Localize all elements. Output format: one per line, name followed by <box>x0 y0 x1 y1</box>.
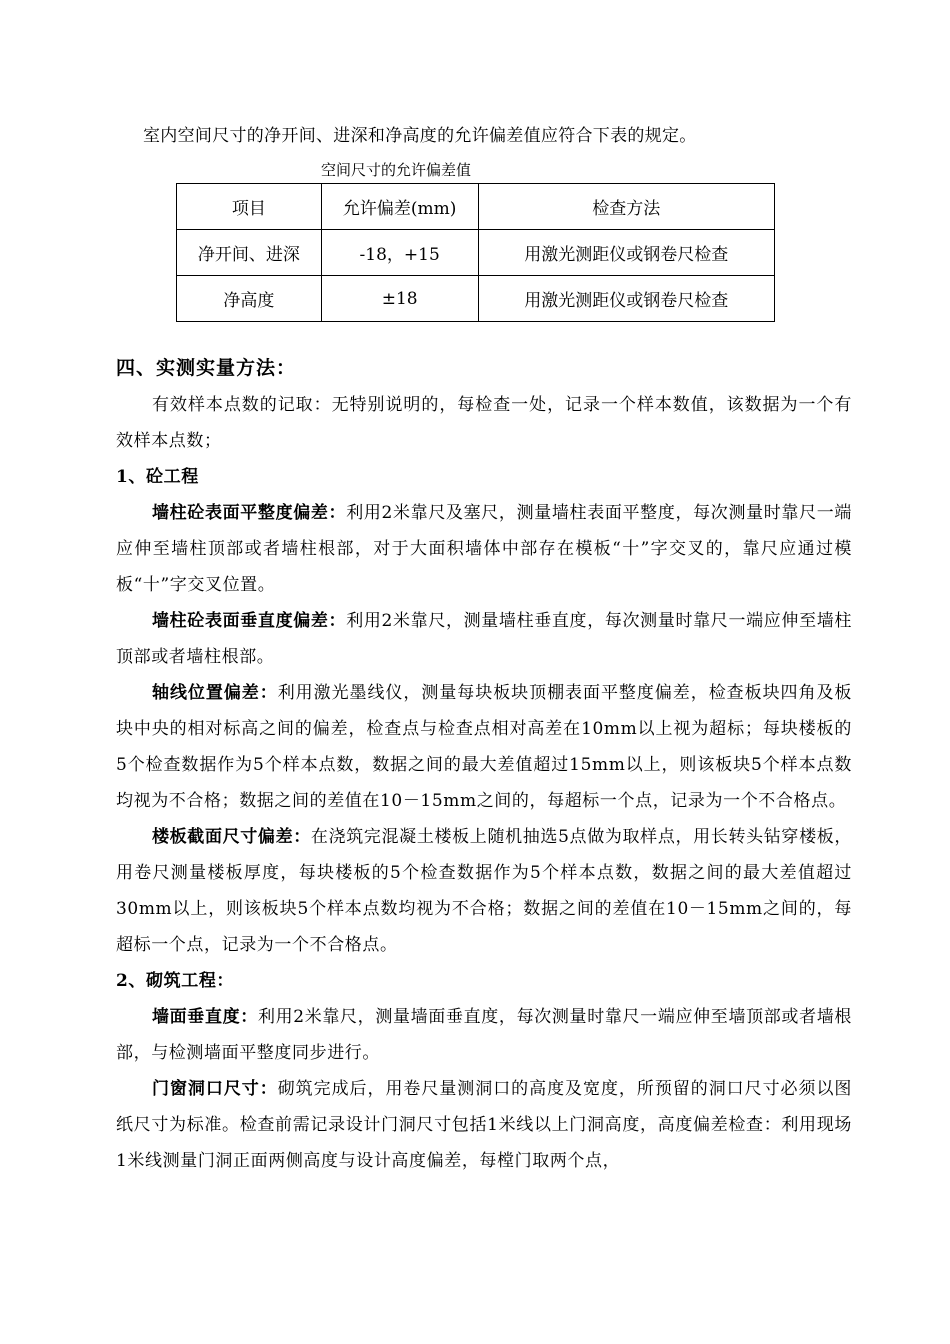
table-cell: 用激光测距仪或钢卷尺检查 <box>478 230 774 276</box>
tolerance-table <box>176 183 775 322</box>
item-lead: 墙面垂直度： <box>152 1007 258 1027</box>
intro-paragraph: 室内空间尺寸的净开间、进深和净高度的允许偏差值应符合下表的规定。 <box>143 126 697 146</box>
item-paragraph <box>116 495 852 603</box>
table-cell: -18，+15 <box>321 230 478 276</box>
table-header-cell: 检查方法 <box>478 184 774 230</box>
item-text: 利用2米靠尺及塞尺，测量墙柱表面平整度，每次测量时靠尺一端应伸至墙柱顶部或者墙柱根部，对于大面积墙体中部存在模板“十”字交叉的，靠尺应通过模板“十”字交叉位置。 <box>116 503 852 595</box>
item-lead: 楼板截面尺寸偏差： <box>152 827 311 847</box>
table-row <box>177 276 775 322</box>
table-cell: 净开间、进深 <box>177 230 322 276</box>
item-paragraph <box>116 675 852 819</box>
item-paragraph <box>116 819 852 963</box>
table-row <box>177 230 775 276</box>
item-paragraph <box>116 1071 852 1179</box>
item-lead: 墙柱砼表面平整度偏差： <box>152 503 347 523</box>
table-cell: ±18 <box>321 276 478 322</box>
item-text: 利用2米靠尺，测量墙柱垂直度，每次测量时靠尺一端应伸至墙柱顶部或者墙柱根部。 <box>116 611 852 667</box>
sample-count-paragraph: 有效样本点数的记取：无特别说明的，每检查一处，记录一个样本数值，该数据为一个有效样本点数； <box>116 395 852 451</box>
table-header-cell: 允许偏差(mm) <box>321 184 478 230</box>
item-paragraph <box>116 603 852 675</box>
item-text: 在浇筑完混凝土楼板上随机抽选5点做为取样点，用长转头钻穿楼板，用卷尺测量楼板厚度，每块楼板的5个检查数据作为5个样本点数，数据之间的最大差值超过30mm以上，则该板块5个样本点数均视为不合格；数据之间的差值在10－15mm之间的，每超标一个点，记录为一个不合格点。 <box>116 827 852 955</box>
section-heading: 四、实测实量方法： <box>116 357 297 379</box>
table-caption: 空间尺寸的允许偏差值 <box>321 161 472 179</box>
subsection-heading-concrete: 1、砼工程 <box>116 467 199 487</box>
section-body <box>116 387 852 1179</box>
item-text: 利用2米靠尺，测量墙面垂直度，每次测量时靠尺一端应伸至墙顶部或者墙根部，与检测墙面平整度同步进行。 <box>116 1007 852 1063</box>
item-lead: 墙柱砼表面垂直度偏差： <box>152 611 347 631</box>
item-lead: 门窗洞口尺寸： <box>152 1079 278 1099</box>
table-cell: 净高度 <box>177 276 322 322</box>
item-lead: 轴线位置偏差： <box>152 683 278 703</box>
item-text: 利用激光墨线仪，测量每块板块顶棚表面平整度偏差，检查板块四角及板块中央的相对标高之间的偏差，检查点与检查点相对高差在10mm以上视为超标；每块楼板的5个检查数据作为5个样本点数，数据之间的最大差值超过15mm以上，则该板块5个样本点数均视为不合格；数据之间的差值在10－15mm之间的，每超标一个点，记录为一个不合格点。 <box>116 683 853 811</box>
subsection-heading-masonry: 2、砌筑工程： <box>116 971 235 991</box>
item-paragraph <box>116 999 852 1071</box>
table-header-row <box>177 184 775 230</box>
table-cell: 用激光测距仪或钢卷尺检查 <box>478 276 774 322</box>
table-header-cell: 项目 <box>177 184 322 230</box>
item-text: 砌筑完成后，用卷尺量测洞口的高度及宽度，所预留的洞口尺寸必须以图纸尺寸为标准。检查前需记录设计门洞尺寸包括1米线以上门洞高度，高度偏差检查：利用现场1米线测量门洞正面两侧高度与设计高度偏差，每樘门取两个点， <box>116 1079 853 1171</box>
